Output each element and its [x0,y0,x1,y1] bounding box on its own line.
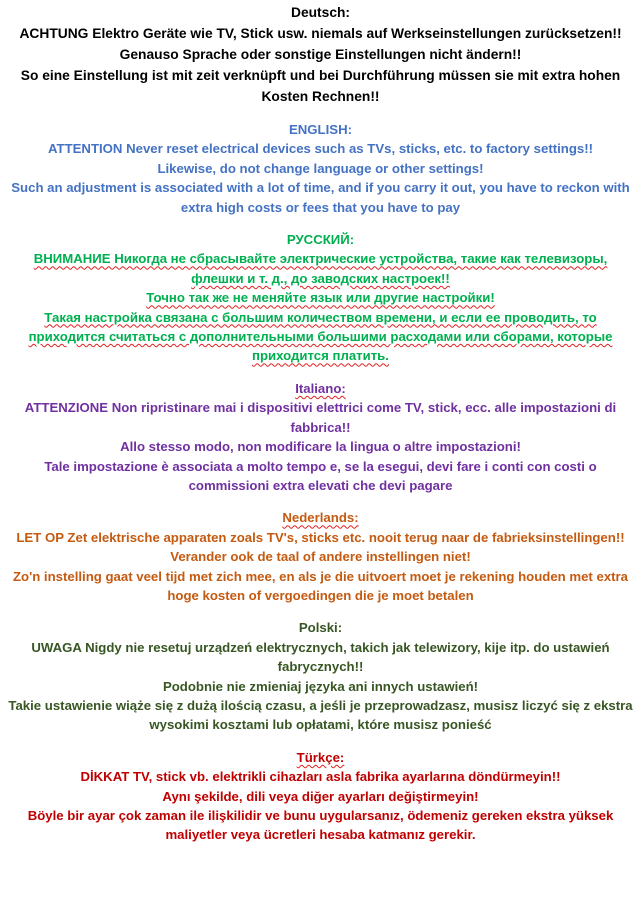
section-italiano [6,379,635,495]
section-russian [6,230,635,366]
section-title: Polski: [298,620,343,636]
warning-line: Tale impostazione è associata a molto tempo e, se la esegui, devi fare i conti con costi o commissioni extra elevati che devi pagare [44,458,597,493]
warning-line: Likewise, do not change language or other settings! [157,160,484,176]
warning-line: Such an adjustment is associated with a lot of time, and if you carry it out, you have to reckon with extra high costs or fees that you have to pay [11,180,630,215]
section-polski [6,618,635,734]
section-title: ENGLISH: [288,122,352,137]
warning-line: ACHTUNG Elektro Geräte wie TV, Stick usw. niemals auf Werkseinstellungen zurücksetzen!! [19,26,622,41]
warning-line: Такая настройка связана с большим количеством времени, и если ее проводить, то приходится считаться с дополнительными большими расходами или сборами, которые приходится платить. [28,309,613,364]
warning-line: Takie ustawienie wiąże się z dużą ilością czasu, a jeśli je przeprowadzasz, musisz liczyć się z ekstra wysokimi kosztami lub opłatami, które musisz ponieść [8,697,633,733]
section-title: Nederlands: [282,510,359,526]
warning-line: DİKKAT TV, stick vb. elektrikli cihazları asla fabrika ayarlarına döndürmeyin!! [80,769,561,785]
section-title: Deutsch: [290,5,351,20]
section-nederlands [6,508,635,605]
warning-line: UWAGA Nigdy nie resetuj urządzeń elektrycznych, takich jak telewizory, kije itp. do ustawień fabrycznych!! [31,639,610,675]
warning-line: So eine Einstellung ist mit zeit verknüpft und bei Durchführung müssen sie mit extra hohen Kosten Rechnen!! [20,68,621,104]
warning-line: Podobnie nie zmieniaj języka ani innych ustawień! [162,678,479,694]
section-english [6,120,635,217]
section-turkce [6,748,635,845]
warning-line: ATTENTION Never reset electrical devices such as TVs, sticks, etc. to factory settings!! [47,141,594,157]
warning-line: ВНИМАНИЕ Никогда не сбрасывайте электрические устройства, такие как телевизоры, флешки и т. д., до заводских настроек!! [33,251,608,286]
section-deutsch [6,2,635,107]
warning-line: Genauso Sprache oder sonstige Einstellungen nicht ändern!! [119,47,522,62]
warning-line: LET OP Zet elektrische apparaten zoals TV's, sticks etc. nooit terug naar de fabrieksinstellingen!! [16,529,625,545]
section-title: Italiano: [295,380,346,396]
warning-line: Aynı şekilde, dili veya diğer ayarları değiştirmeyin! [162,788,479,804]
section-title: Türkçe: [296,749,345,765]
warning-line: ATTENZIONE Non ripristinare mai i dispositivi elettrici come TV, stick, ecc. alle impostazioni di fabbrica!! [24,400,617,435]
warning-line: Zo'n instelling gaat veel tijd met zich mee, en als je die uitvoert moet je rekening houden met extra hoge kosten of vergoedingen die je moet betalen [12,568,629,603]
section-title: РУССКИЙ: [286,232,355,248]
warning-line: Точно так же не меняйте язык или другие настройки! [146,290,495,306]
warning-line: Verander ook de taal of andere instellingen niet! [170,549,471,565]
warning-line: Böyle bir ayar çok zaman ile ilişkilidir ve bunu uygularsanız, ödemeniz gereken ekstra yüksek maliyetler veya ücretleri hesaba katmanız gerekir. [27,808,614,843]
warning-line: Allo stesso modo, non modificare la lingua o altre impostazioni! [120,439,521,455]
